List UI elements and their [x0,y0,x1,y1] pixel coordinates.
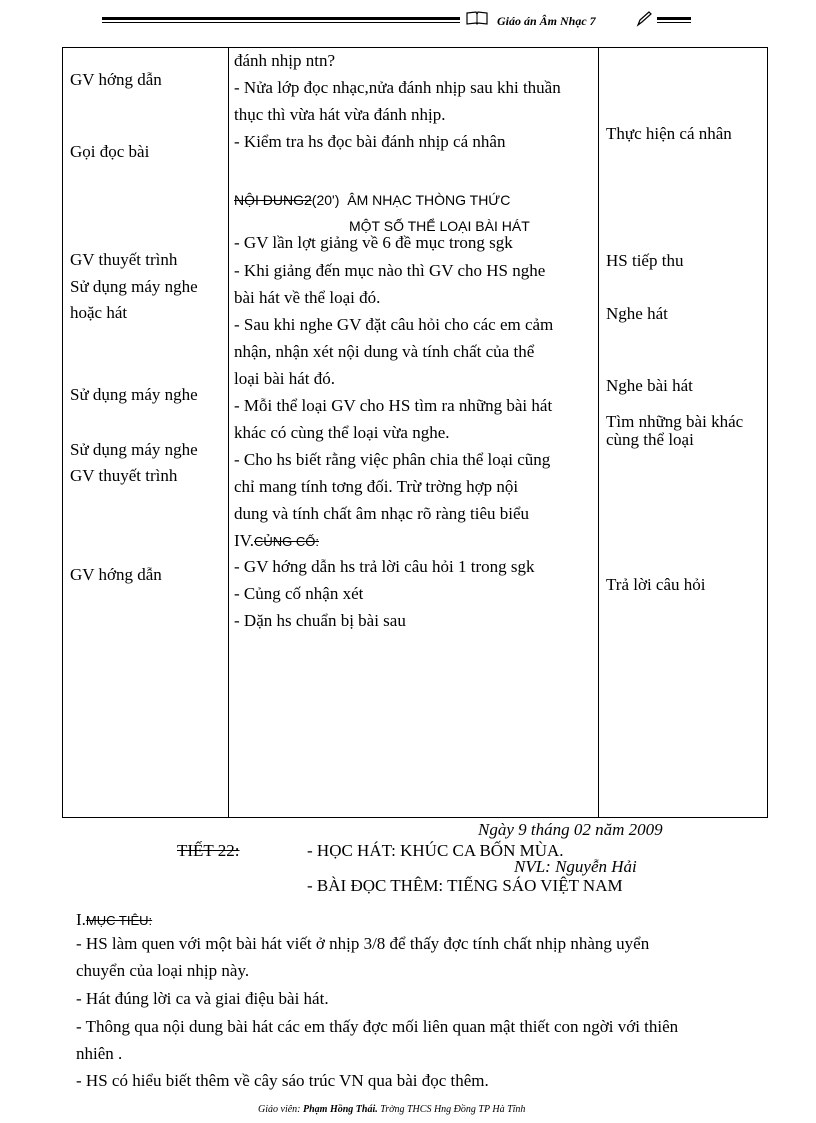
page-footer [258,1104,525,1115]
consolidation-heading [234,531,319,552]
objective-line-1: - HS làm quen với một bài hát viết ở nhịp 3/8 để thấy đợc tính chất nhịp nhàng uyển [76,934,650,953]
right-cell-1: Thực hiện cá nhân [606,124,732,143]
right-cell-3: Nghe hát [606,304,668,323]
right-cell-7: Trả lời câu hỏi [606,575,706,594]
objectives-num: I. [76,910,86,929]
consolidation-label: CỦNG CỐ: [254,534,319,549]
mid-line-18: - Dặn hs chuẩn bị bài sau [234,611,406,630]
mid-line-8: - Sau khi nghe GV đặt câu hỏi cho các em cảm [234,315,554,334]
section-time: (20') [311,192,340,208]
footer-teacher-name: Phạm Hồng Thái. [303,1104,378,1115]
mid-line-4: - Kiểm tra hs đọc bài đánh nhịp cá nhân [234,132,506,151]
lesson-title-2: - BÀI ĐỌC THÊM: TIẾNG SÁO VIỆT NAM [307,876,623,895]
section-label: NỘI DUNG2 [234,192,312,208]
left-cell-4: Sử dụng máy nghe [70,277,198,296]
header-rule-right-top [657,17,691,20]
mid-line-14: chỉ mang tính tơng đối. Trừ trờng hợp nội [234,477,519,496]
open-book-icon [466,11,488,25]
mid-line-15: dung và tính chất âm nhạc rõ ràng tiêu biểu [234,504,530,523]
left-cell-2: Gọi đọc bài [70,142,150,161]
lesson-date: Ngày 9 tháng 02 năm 2009 [478,820,663,839]
objective-line-4: - Thông qua nội dung bài hát các em thấy đợc mối liên quan mật thiết con ngời với thiên [76,1017,679,1036]
right-cell-6: cùng thể loại [606,430,694,449]
mid-line-17: - Củng cố nhận xét [234,584,364,603]
header-rule-top [102,17,460,20]
objectives-label: MỤC TIÊU: [85,913,153,928]
mid-line-5: - GV lần lợt giảng về 6 đề mục trong sgk [234,233,513,252]
left-cell-5: hoặc hát [70,303,128,322]
left-cell-1: GV hớng dẫn [70,70,162,89]
objective-line-5: nhiên . [76,1044,123,1063]
objective-line-3: - Hát đúng lời ca và giai điệu bài hát. [76,989,329,1008]
consolidation-num: IV. [234,531,254,550]
right-cell-2: HS tiếp thu [606,251,684,270]
mid-line-3: thục thì vừa hát vừa đánh nhịp. [234,105,446,124]
mid-line-6: - Khi giảng đến mục nào thì GV cho HS nghe [234,261,546,280]
left-cell-6: Sử dụng máy nghe [70,385,198,404]
footer-prefix: Giáo viên: [258,1104,303,1115]
mid-line-11: - Mỗi thể loại GV cho HS tìm ra những bài hát [234,396,553,415]
column-divider-2 [598,47,599,818]
mid-line-1: đánh nhịp ntn? [234,51,336,70]
right-cell-5: Tìm những bài khác [606,412,744,431]
mid-line-9: nhận, nhận xét nội dung và tính chất của thể [234,342,535,361]
lesson-number: TIẾT 22: [177,841,240,860]
lesson-author: NVL: Nguyễn Hải [514,857,637,876]
section-title-2: MỘT SỐ THỂ LOẠI BÀI HÁT [349,218,530,234]
left-cell-7: Sử dụng máy nghe [70,440,198,459]
objective-line-6: - HS có hiểu biết thêm về cây sáo trúc VN qua bài đọc thêm. [76,1071,489,1090]
left-cell-9: GV hớng dẫn [70,565,162,584]
mid-line-10: loại bài hát đó. [234,369,336,388]
objectives-heading [76,910,152,931]
right-cell-4: Nghe bài hát [606,376,693,395]
left-cell-8: GV thuyết trình [70,466,178,485]
mid-line-12: khác có cùng thể loại vừa nghe. [234,423,450,442]
left-cell-3: GV thuyết trình [70,250,178,269]
header-rule-right-bottom [657,22,691,23]
header-rule-bottom [102,22,460,23]
footer-school: Trờng THCS Hng Đồng TP Hà Tĩnh [377,1104,526,1115]
mid-line-16: - GV hớng dẫn hs trả lời câu hỏi 1 trong sgk [234,557,535,576]
mid-line-7: bài hát về thể loại đó. [234,288,381,307]
mid-line-2: - Nửa lớp đọc nhạc,nửa đánh nhịp sau khi thuần [234,78,561,97]
lesson-title-1: - HỌC HÁT: KHÚC CA BỐN MÙA. [307,841,564,860]
pencil-icon [635,10,653,28]
header-title: Giáo án Âm Nhạc 7 [497,14,596,28]
mid-line-13: - Cho hs biết rằng việc phân chia thể loại cũng [234,450,551,469]
objective-line-2: chuyển của loại nhịp này. [76,961,250,980]
section-heading [234,190,510,210]
section-title-1: ÂM NHẠC THÒNG THỨC [347,192,511,208]
column-divider-1 [228,47,229,818]
